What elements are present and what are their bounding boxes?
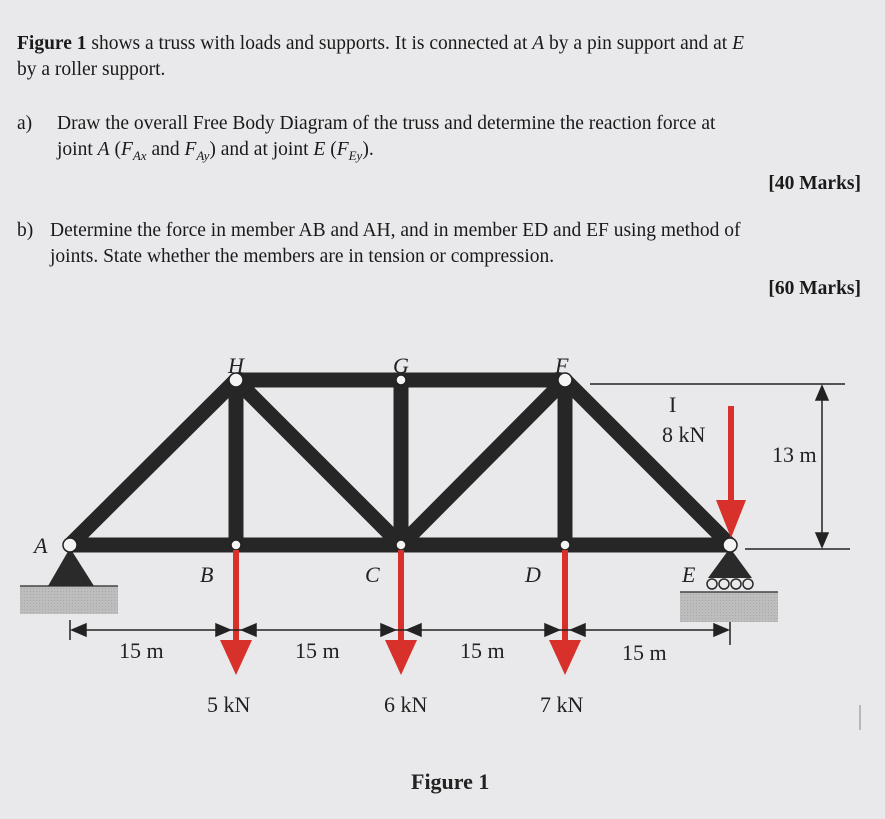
span-label-ab: 15 m — [119, 638, 164, 663]
cursor-mark: I — [669, 392, 677, 417]
part-b-line-1: Determine the force in member AB and AH, and in member ED and EF using method of — [50, 220, 741, 241]
joint-label-h: H — [228, 353, 244, 378]
part-a-marker: a) — [17, 113, 33, 134]
span-label-cd: 15 m — [460, 638, 505, 663]
part-a-marks: [40 Marks] — [768, 173, 861, 194]
ground-right — [680, 592, 778, 622]
load-label-b: 5 kN — [207, 692, 251, 717]
height-label: 13 m — [772, 442, 817, 467]
load-label-e: 8 kN — [662, 422, 706, 447]
span-label-de: 15 m — [622, 640, 667, 665]
part-b-marks: [60 Marks] — [768, 278, 861, 299]
part-a-line-1: Draw the overall Free Body Diagram of the truss and determine the reaction force at — [57, 113, 716, 134]
joint-label-e: E — [682, 562, 696, 587]
ground-left — [20, 586, 118, 614]
joint-label-a: A — [34, 533, 48, 558]
joint-label-c: C — [365, 562, 380, 587]
rollers — [707, 579, 753, 589]
part-a-line-2: joint A ($F_{Ax}$ and $F_{Ay}$) and at joint E $(F_{Ey})$. — [57, 139, 374, 163]
intro-line-2: by a roller support. — [17, 59, 166, 80]
part-b-line-2: joints. State whether the members are in tension or compression. — [50, 246, 555, 267]
pin-support — [48, 548, 94, 586]
truss-members — [70, 380, 730, 545]
intro-line-1: Figure 1 shows a truss with loads and supports. It is connected at A by a pin support and at E — [17, 33, 745, 54]
part-b-marker: b) — [17, 220, 34, 241]
joint-label-d: D — [525, 562, 541, 587]
figure-caption: Figure 1 — [411, 769, 490, 794]
load-label-d: 7 kN — [540, 692, 584, 717]
joint-label-b: B — [200, 562, 214, 587]
span-label-bc: 15 m — [295, 638, 340, 663]
joint-label-g: G — [393, 353, 409, 378]
load-label-c: 6 kN — [384, 692, 428, 717]
joint-label-f: F — [555, 353, 569, 378]
